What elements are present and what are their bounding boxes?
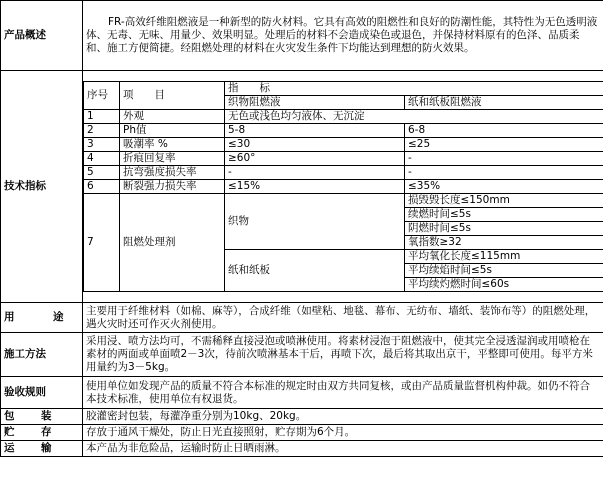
row7-paper-value: 平均续焰时间≤5s xyxy=(405,264,603,278)
transport-text: 本产品为非危险品，运输时防止日晒雨淋。 xyxy=(83,441,603,457)
method-heading: 施工方法 xyxy=(1,333,83,377)
usage-heading: 用 途 xyxy=(1,303,83,333)
header-item: 项 目 xyxy=(120,82,225,110)
usage-row xyxy=(1,303,603,333)
row-value-b: - xyxy=(405,152,603,166)
row-item: 吸潮率 % xyxy=(120,138,225,152)
row7-paper-label: 纸和纸板 xyxy=(225,250,405,292)
row-item: 断裂强力损失率 xyxy=(120,180,225,194)
method-text: 采用浸、喷方法均可，不需稀释直接浸泡或喷淋使用。将素材浸泡于阻燃液中，使其完全浸透湿润或用喷枪在素材的两面或单面喷2－3次，待前次喷淋基本干后，再喷下次，最后将其取出京干，平整即可使用。每平方米用量约为3－5kg。 xyxy=(83,333,603,377)
table-row xyxy=(84,152,603,166)
packing-text: 胶灌密封包装，每灌净重分别为10kg、20kg。 xyxy=(83,409,603,425)
row7-fabric-value: 氧指数≥32 xyxy=(405,236,603,250)
row-seq: 5 xyxy=(84,166,120,180)
transport-heading: 运 输 xyxy=(1,441,83,457)
method-row xyxy=(1,333,603,377)
row-value-b: ≤25 xyxy=(405,138,603,152)
transport-row xyxy=(1,441,603,457)
row7-fabric-value: 阴燃时间≤5s xyxy=(405,222,603,236)
row7-paper-value: 平均氧化长度≤115mm xyxy=(405,250,603,264)
usage-text: 主要用于纤维材料（如棉、麻等），合成纤维（如壁粘、地毯、幕布、无纺布、墙纸、装饰布等）的阻燃处理，遇火灾时还可作灭火剂使用。 xyxy=(83,303,603,333)
row7-fabric-value: 续燃时间≤5s xyxy=(405,208,603,222)
header-seq: 序号 xyxy=(84,82,120,110)
row-seq: 7 xyxy=(84,194,120,292)
packing-row xyxy=(1,409,603,425)
row-value-a: ≤15% xyxy=(225,180,405,194)
overview-text: FR-高效纤维阻燃液是一种新型的防火材料。它具有高效的阻燃性和良好的防潮性能，其特性为无色透明液体、无毒、无味、用量少、效果明显。处理后的材料不会造成染色或退色，并保持材料原有的色泽、品质柔和、施工方便简捷。经阻燃处理的材料在火灾发生条件下均能达到理想的防火效果。 xyxy=(83,1,603,71)
row-value-a: 无色或浅色均匀液体、无沉淀 xyxy=(225,110,603,124)
tech-heading: 技术指标 xyxy=(1,71,83,303)
table-row xyxy=(84,180,603,194)
table-row xyxy=(84,138,603,152)
row-value-b: - xyxy=(405,166,603,180)
table-row xyxy=(84,124,603,138)
tech-table xyxy=(83,81,603,292)
row-value-b: 6-8 xyxy=(405,124,603,138)
acceptance-text: 使用单位如发现产品的质量不符合本标准的规定时由双方共同复核，或由产品质量监督机构仲裁。如仍不符合本技术标准，使用单位有权退货。 xyxy=(83,377,603,409)
row-seq: 6 xyxy=(84,180,120,194)
tech-table-cell xyxy=(83,71,603,303)
storage-row xyxy=(1,425,603,441)
row-seq: 1 xyxy=(84,110,120,124)
row7-fabric-label: 织物 xyxy=(225,194,405,250)
table-row xyxy=(84,194,603,208)
storage-heading: 贮 存 xyxy=(1,425,83,441)
packing-heading: 包 装 xyxy=(1,409,83,425)
row-item: 阻燃处理剂 xyxy=(120,194,225,292)
table-row xyxy=(84,166,603,180)
row-value-a: 5-8 xyxy=(225,124,405,138)
header-col-b: 纸和纸板阻燃液 xyxy=(405,96,603,110)
header-indicator: 指 标 xyxy=(225,82,603,96)
row-seq: 4 xyxy=(84,152,120,166)
row-item: 折痕回复率 xyxy=(120,152,225,166)
storage-text: 存放于通风干燥处，防止日光直接照射，贮存期为6个月。 xyxy=(83,425,603,441)
overview-row xyxy=(1,1,603,71)
row-value-b: ≤35% xyxy=(405,180,603,194)
row7-paper-value: 平均续灼燃时间≤60s xyxy=(405,278,603,292)
row-seq: 3 xyxy=(84,138,120,152)
row-item: 外观 xyxy=(120,110,225,124)
tech-row xyxy=(1,71,603,303)
table-row xyxy=(84,110,603,124)
row7-fabric-value: 损毁毁长度≤150mm xyxy=(405,194,603,208)
row-value-a: ≤30 xyxy=(225,138,405,152)
row-value-a: - xyxy=(225,166,405,180)
row-value-a: ≥60° xyxy=(225,152,405,166)
row-seq: 2 xyxy=(84,124,120,138)
overview-heading: 产品概述 xyxy=(1,1,83,71)
row-item: 抗弯强度损失率 xyxy=(120,166,225,180)
header-col-a: 织物阻燃液 xyxy=(225,96,405,110)
row-item: Ph值 xyxy=(120,124,225,138)
acceptance-row xyxy=(1,377,603,409)
acceptance-heading: 验收规则 xyxy=(1,377,83,409)
